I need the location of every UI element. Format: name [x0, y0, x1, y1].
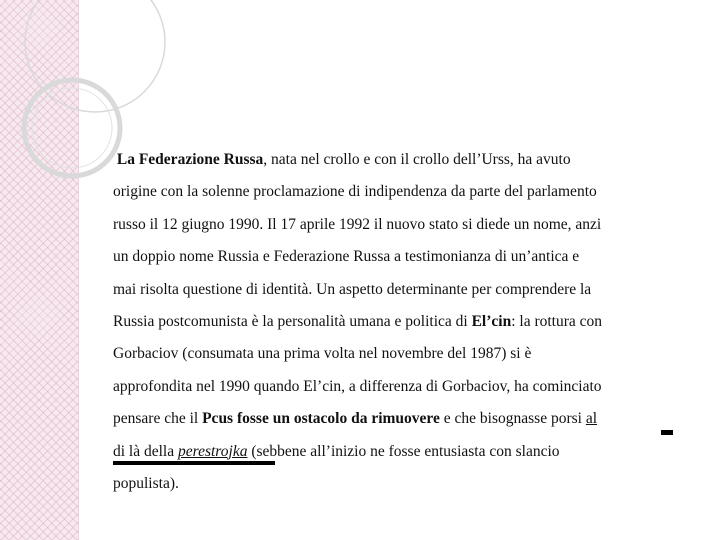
paragraph-line-9: pensare che il Pcus fosse un ostacolo da rimuovere e che bisognasse porsi al [113, 410, 598, 428]
federazione-russa-bold: La Federazione Russa [116, 151, 264, 168]
paragraph-line-11: populista). [113, 474, 179, 492]
paragraph-line-4: un doppio nome Russia e Federazione Russa a testimonianza di un’antica e [113, 248, 580, 266]
decorative-circle-inner [32, 88, 112, 168]
paragraph-line-10: di là della perestrojka (sebbene all’inizio ne fosse entusiasta con slancio [113, 442, 560, 460]
pcus-bold: Pcus fosse un ostacolo da rimuovere [202, 410, 440, 428]
paragraph-line-5: mai risolta questione di identità. Un aspetto determinante per comprendere la [113, 280, 592, 298]
selection-mark-bottom [113, 461, 275, 465]
selection-mark-right [661, 430, 673, 435]
paragraph-line-1: La Federazione Russa, nata nel crollo e con il crollo dell’Urss, ha avuto [116, 151, 571, 168]
elcin-bold: El’cin [471, 312, 512, 330]
paragraph-line-6: Russia postcomunista è la personalità umana e politica di El’cin: la rottura con [113, 312, 603, 330]
decorative-circle-small [24, 80, 120, 176]
paragraph-line-7: Gorbaciov (consumata una prima volta nel novembre del 1987) si è [113, 345, 532, 363]
paragraph-line-8: approfondita nel 1990 quando El’cin, a differenza di Gorbaciov, ha cominciato [113, 377, 602, 395]
paragraph-line-3: russo il 12 giugno 1990. Il 17 aprile 1992 il nuovo stato si diede un nome, anzi [113, 215, 602, 233]
paragraph-line-2: origine con la solenne proclamazione di indipendenza da parte del parlamento [113, 183, 597, 201]
al-underlined: al [585, 410, 598, 428]
main-paragraph [113, 144, 685, 500]
perestrojka-italic: perestrojka [178, 442, 248, 460]
